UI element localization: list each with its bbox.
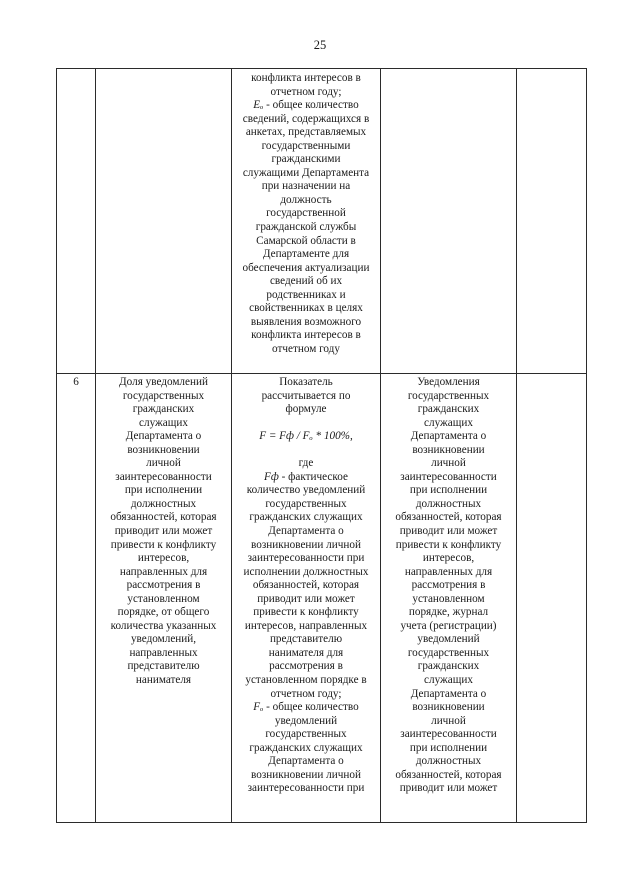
- text-line: направленных для: [404, 565, 493, 578]
- page-number: 25: [313, 38, 327, 52]
- text-line: нанимателя для: [268, 646, 344, 659]
- text-line: рассмотрения в: [269, 660, 343, 673]
- text-line: отчетном году: [272, 342, 340, 355]
- text-line: возникновении личной: [251, 768, 361, 781]
- spacer: [232, 417, 380, 431]
- text-line: конфликта интересов в: [251, 72, 361, 84]
- text-line: обязанностей, которая: [252, 579, 360, 592]
- text-line: государственных: [265, 728, 347, 741]
- row-number: 6: [73, 376, 79, 388]
- text-line: порядке, журнал: [408, 606, 489, 619]
- text-line: Департамента о: [410, 687, 487, 700]
- text-line: возникновении: [412, 701, 485, 714]
- text-line: заинтересованности: [400, 470, 497, 483]
- text-line: родственниках и: [266, 288, 346, 301]
- text-line: заинтересованности при: [247, 552, 365, 565]
- text-line: анкетах, представляемых: [245, 126, 367, 139]
- text-line: Департамента о: [410, 430, 487, 443]
- text-line: возникновении: [127, 443, 200, 456]
- text-line: государственных: [265, 497, 347, 510]
- text-line: привести к конфликту: [395, 538, 502, 551]
- text-line: гражданских: [132, 403, 195, 416]
- text-line: заинтересованности: [115, 470, 212, 483]
- formula: F = Fф / Fₒ * 100%,: [259, 430, 353, 443]
- text-line: гражданских служащих: [249, 741, 363, 754]
- text-line: установленном порядке в: [245, 674, 367, 687]
- text-line: при назначении на: [261, 180, 351, 193]
- text-line: уведомлений: [417, 633, 480, 646]
- text-line: служащих: [139, 416, 188, 429]
- text-line: Показатель: [279, 376, 333, 388]
- text-line: при исполнении: [124, 484, 203, 497]
- table-border-top: [56, 68, 587, 69]
- text-line: гражданской службы: [255, 221, 357, 234]
- text-line: сведений об их: [269, 275, 343, 288]
- text-line: Самарской области в: [256, 234, 356, 247]
- text-line: уведомлений: [274, 714, 338, 727]
- f-o-definition-line: [232, 701, 380, 715]
- text-line: привести к конфликту: [110, 538, 217, 551]
- indicator-name-cell: [96, 376, 231, 688]
- text-line: служащими Департамента: [242, 166, 370, 179]
- text-line: государственной: [266, 207, 346, 220]
- text-line: заинтересованности при: [247, 782, 365, 795]
- f-o-definition-line-symbol: Fₒ: [253, 701, 264, 714]
- text-line: служащих: [424, 416, 473, 429]
- text-line: личной: [146, 457, 181, 470]
- text-line: привести к конфликту: [253, 606, 359, 619]
- text-line: должность: [280, 193, 332, 206]
- text-line: порядке, от общего: [117, 606, 210, 619]
- e-definition-line-text: - общее количество: [263, 99, 359, 112]
- text-line: Департаменте для: [262, 248, 350, 261]
- text-line: гражданских служащих: [249, 511, 363, 524]
- text-line: гражданскими: [271, 153, 341, 166]
- text-line: приводит или может: [114, 525, 213, 538]
- f-o-definition-line-text: - общее количество: [263, 701, 359, 714]
- text-line: служащих: [424, 674, 473, 687]
- text-line: приводит или может: [399, 525, 498, 538]
- text-line: количество уведомлений: [246, 484, 366, 497]
- text-line: приводит или может: [399, 782, 498, 795]
- text-line: формуле: [285, 403, 327, 416]
- text-line: возникновении: [412, 443, 485, 456]
- text-line: Департамента о: [268, 755, 344, 768]
- e-definition-line: [232, 99, 380, 113]
- text-line: интересов,: [137, 552, 190, 565]
- text-line: Департамента о: [268, 525, 344, 538]
- text-line: при исполнении: [409, 484, 488, 497]
- spacer: [232, 444, 380, 458]
- table-border-right: [586, 68, 587, 822]
- text-line: Департамента о: [125, 430, 202, 443]
- text-line: направленных для: [119, 565, 208, 578]
- text-line: государственных: [407, 389, 490, 402]
- text-line: обязанностей, которая: [395, 511, 502, 524]
- text-line: выявления возможного: [250, 315, 362, 328]
- text-line: учета (регистрации): [400, 619, 497, 632]
- text-line: нанимателя: [135, 674, 192, 687]
- text-line: исполнении должностных: [243, 565, 369, 578]
- text-line: Уведомления: [417, 376, 480, 388]
- text-line: отчетном году;: [270, 85, 342, 98]
- text-line: где: [298, 457, 314, 470]
- table-col-divider-4: [516, 68, 517, 822]
- text-line: установленном: [412, 592, 485, 605]
- text-line: интересов,: [422, 552, 475, 565]
- e-definition-line-symbol: Eₒ: [253, 99, 264, 112]
- text-line: личной: [431, 714, 466, 727]
- calculation-method-cell: [232, 376, 380, 796]
- text-line: рассмотрения в: [411, 579, 486, 592]
- text-line: обязанностей, которая: [110, 511, 217, 524]
- continued-row-method-cell: [232, 72, 380, 356]
- text-line: сведений, содержащихся в: [242, 112, 370, 125]
- f-phi-definition-line-text: - фактическое: [278, 470, 348, 483]
- text-line: гражданских: [417, 403, 480, 416]
- text-line: должностных: [415, 755, 482, 768]
- text-line: при исполнении: [409, 741, 488, 754]
- text-line: личной: [431, 457, 466, 470]
- text-line: государственными: [261, 139, 351, 152]
- table-row-divider: [56, 373, 587, 374]
- text-line: заинтересованности: [400, 728, 497, 741]
- text-line: представителю: [127, 660, 200, 673]
- text-line: возникновении личной: [251, 538, 361, 551]
- text-line: количества указанных: [110, 619, 217, 632]
- text-line: конфликта интересов в: [251, 329, 361, 342]
- text-line: Доля уведомлений: [119, 376, 208, 388]
- text-line: приводит или может: [257, 592, 355, 605]
- text-line: установленном: [127, 592, 200, 605]
- table-border-bottom: [56, 822, 587, 823]
- text-line: гражданских: [417, 660, 480, 673]
- text-line: отчетном году;: [270, 687, 342, 700]
- text-line: должностных: [415, 497, 482, 510]
- text-line: государственных: [122, 389, 205, 402]
- text-line: уведомлений,: [130, 633, 197, 646]
- data-source-cell: [381, 376, 516, 796]
- text-line: должностных: [130, 497, 197, 510]
- table-border-left: [56, 68, 57, 822]
- f-phi-definition-line-symbol: Fф: [264, 470, 279, 483]
- text-line: обеспечения актуализации: [242, 261, 370, 274]
- text-line: рассчитывается по: [261, 389, 351, 402]
- text-line: обязанностей, которая: [395, 768, 502, 781]
- text-line: рассмотрения в: [126, 579, 201, 592]
- f-phi-definition-line: [232, 471, 380, 485]
- text-line: направленных: [129, 646, 198, 659]
- text-line: свойственниках в целях: [249, 302, 363, 315]
- text-line: государственных: [407, 646, 490, 659]
- text-line: представителю: [269, 633, 343, 646]
- text-line: интересов, направленных: [244, 619, 368, 632]
